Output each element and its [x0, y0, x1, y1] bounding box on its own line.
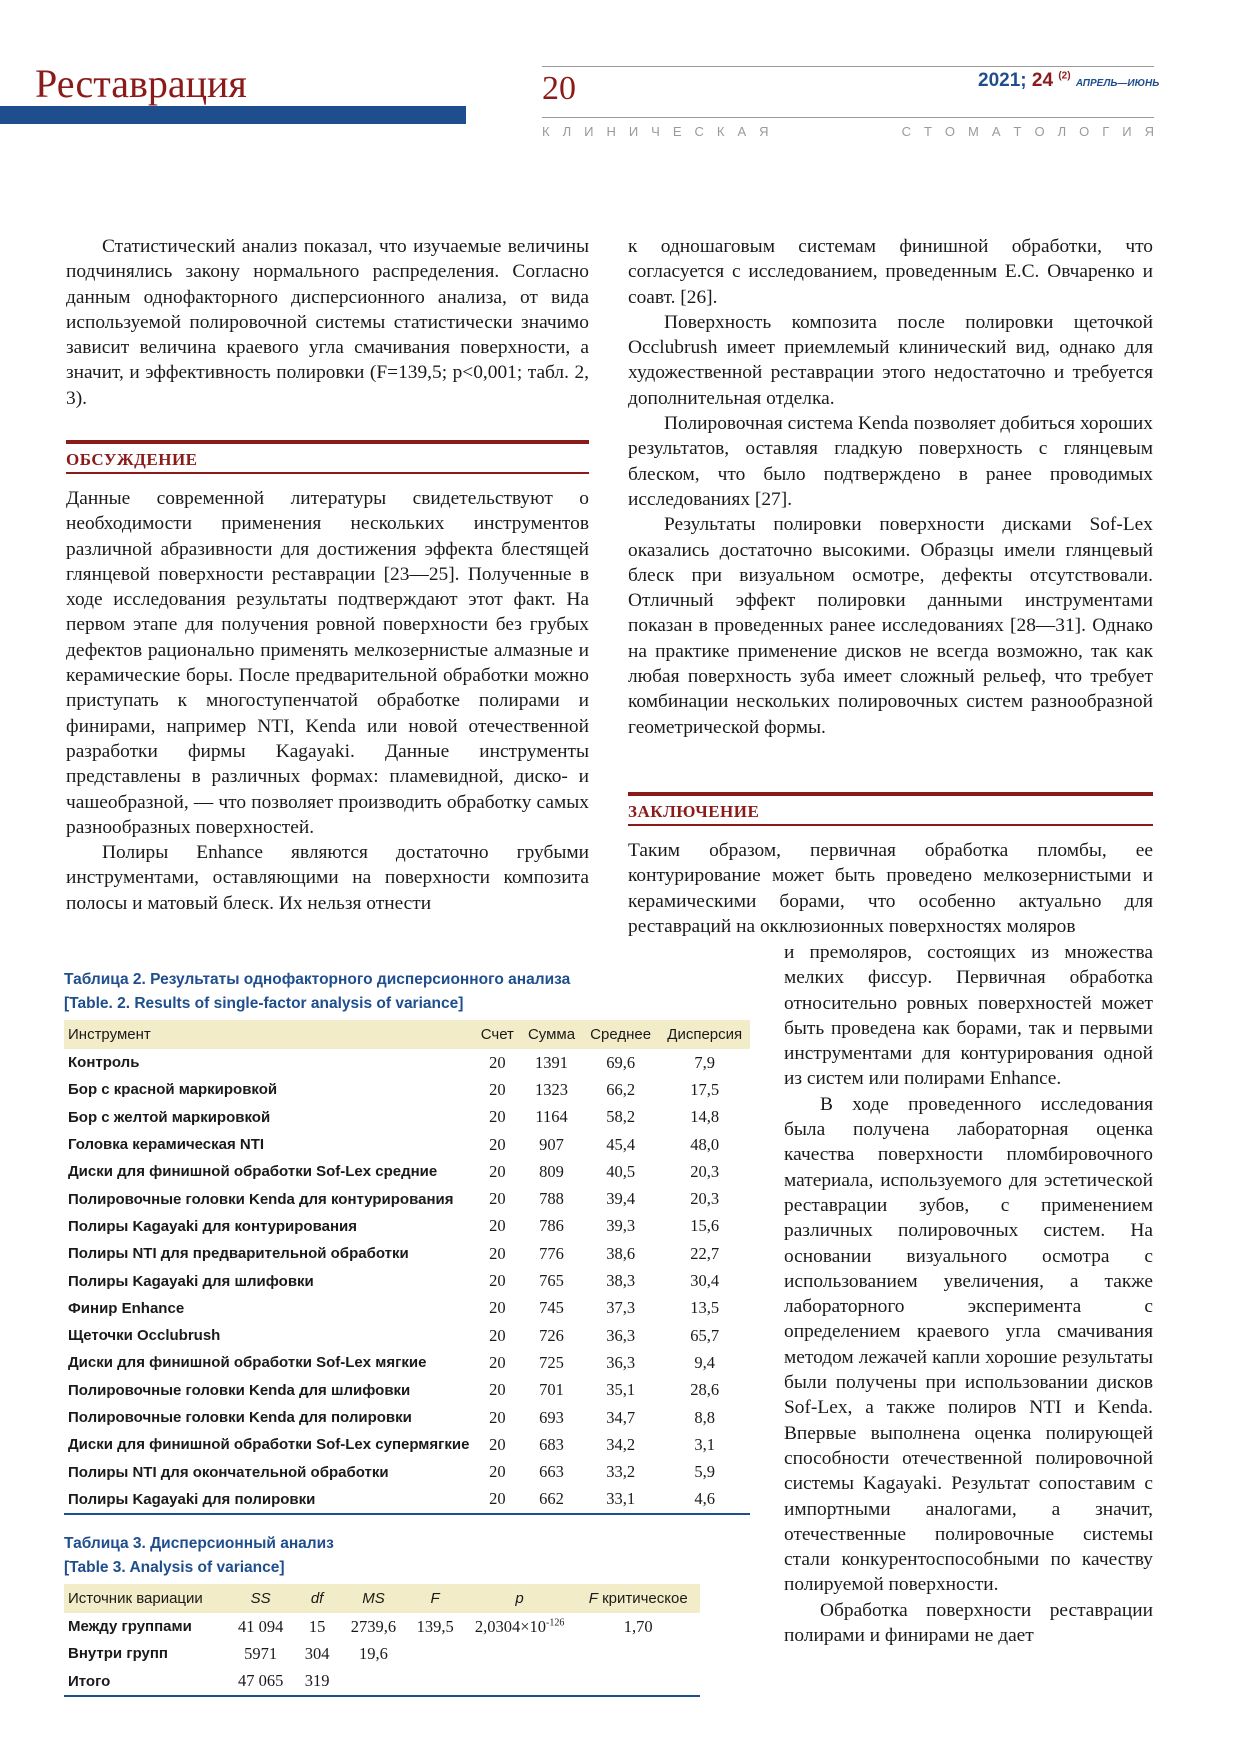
header-rule-top	[542, 66, 1154, 67]
table-cell-value: 20	[489, 1052, 506, 1072]
table-row	[64, 1267, 750, 1294]
paragraph: Обработка поверхности реставрации полирами и финирами не дает	[784, 1599, 1153, 1647]
paragraph: и премоляров, состоящих из множества мелких фиссур. Первичная обработка относительно ровных поверхностей может быть проведена как борами, так и первыми инструментами для контурирования одной из систем или полирами Enhance.	[784, 942, 1153, 1090]
table-cell-value: 66,2	[606, 1079, 636, 1099]
journal-word-2: С Т О М А Т О Л О Г И Я	[901, 124, 1154, 139]
table-header-row	[64, 1020, 750, 1049]
table-cell-value: 907	[539, 1134, 564, 1154]
paragraph: Полиры Enhance являются достаточно грубыми инструментами, оставляющими на поверхности композита полосы и матовый блеск. Их нельзя отнести	[66, 842, 589, 914]
table-cell-value: 40,5	[606, 1161, 636, 1181]
table-cell-value: 20	[489, 1298, 506, 1318]
table-cell-value: 20	[489, 1243, 506, 1263]
table-cell-name: Полиры Kagayaki для контурирования	[68, 1217, 357, 1235]
table-row	[64, 1158, 750, 1185]
table-cell-name: Полировочные головки Kenda для шлифовки	[68, 1381, 411, 1399]
table-3-grid	[64, 1584, 700, 1697]
table-cell-value: 4,6	[659, 1486, 750, 1514]
table-cell-value: 20	[489, 1380, 506, 1400]
table-cell-name: Полировочные головки Kenda для полировки	[68, 1409, 412, 1426]
table-cell-value: 726	[539, 1325, 564, 1345]
issue-number: (2)	[1058, 70, 1071, 82]
table-2-grid	[64, 1020, 750, 1515]
table-cell-value: 2739,6	[350, 1616, 397, 1636]
paragraph: Результаты полировки поверхности дисками Sof-Lex оказались достаточно высокими. Образцы имели глянцевый блеск при визуальном осмотре, дефекты отсутствовали. Отличный эффект полировки данными инструментами показан в проведенных ранее исследованиях [28—31]. Однако на практике применение дисков не всегда возможно, так как любая поверхность зуба имеет сложный рельеф, что требует комбинации нескольких полировочных систем разнообразной геометрической формы.	[628, 514, 1153, 738]
table-cell-value: 788	[539, 1189, 564, 1209]
col-header: p	[463, 1584, 577, 1613]
table-cell-value: 701	[539, 1380, 564, 1400]
issue-months: АПРЕЛЬ—ИЮНЬ	[1075, 78, 1160, 89]
table-cell-value: 38,6	[606, 1243, 636, 1263]
heading-text: ЗАКЛЮЧЕНИЕ	[628, 802, 760, 821]
table-cell-value: 693	[539, 1407, 564, 1427]
table-cell-value: 33,2	[606, 1462, 636, 1482]
table-row	[64, 1295, 750, 1322]
table-cell-name: Между группами	[68, 1618, 192, 1636]
table-cell-name: Полиры NTI для окончательной обработки	[68, 1463, 389, 1481]
table-cell-value: 1,70	[623, 1616, 653, 1636]
table-cell-value: 28,6	[690, 1380, 720, 1400]
table-cell-value: 45,4	[606, 1134, 636, 1154]
table-cell-value: 20	[489, 1352, 506, 1372]
table-cell-value: 47 065	[227, 1668, 295, 1696]
table-row	[64, 1640, 700, 1667]
table-cell-value: 1391	[535, 1052, 569, 1072]
table-cell-name: Полиры NTI для предварительной обработки	[68, 1245, 409, 1263]
paragraph: Статистический анализ показал, что изучаемые величины подчинялись закону нормального распределения. Согласно данным однофакторного дисперсионного анализа, от вида используемой полировочной системы статистически значимо зависит величина краевого угла смачивания поверхности, а значит, и эффективность полировки (F=139,5; p<0,001; табл. 2, 3).	[66, 236, 589, 409]
table-cell-value: 20,3	[690, 1189, 720, 1209]
table-cell-value	[408, 1640, 463, 1667]
table-cell-value: 683	[539, 1434, 564, 1454]
right-upper	[628, 234, 1153, 740]
table-cell-value: 765	[539, 1271, 564, 1291]
table-cell-name: Бор с красной маркировкой	[68, 1081, 278, 1099]
table-cell-value: 22,7	[690, 1243, 720, 1263]
table-cell-value: 19,6	[359, 1643, 388, 1663]
header-rule-bottom	[542, 117, 1154, 118]
table-cell-value: 20	[489, 1216, 506, 1236]
table-cell-value: 30,4	[690, 1271, 720, 1291]
table-cell-value: 809	[539, 1161, 564, 1181]
table-3	[64, 1532, 700, 1697]
table-row	[64, 1458, 750, 1485]
table-2-caption-ru: Таблица 2. Результаты однофакторного дисперсионного анализа	[64, 971, 571, 988]
issue-volume: 24	[1031, 70, 1054, 91]
col-header: df	[295, 1584, 340, 1613]
table-cell-value: 663	[539, 1462, 564, 1482]
table-row	[64, 1131, 750, 1158]
paragraph: Таким образом, первичная обработка пломбы, ее контурирование может быть проведено мелкозернистыми и керамическими борами, что особенно актуально для реставраций на окклюзионных поверхностях моляров	[628, 840, 1153, 937]
table-cell-name: Внутри групп	[68, 1645, 168, 1663]
paragraph: Полировочная система Kenda позволяет добиться хороших результатов, оставляя гладкую поверхность с глянцевым блеском, что было подтверждено в ранее проводимых исследованиях [27].	[628, 413, 1153, 510]
table-cell-name: Диски для финишной обработки Sof-Lex мягкие	[68, 1354, 427, 1372]
table-cell-value: 20	[489, 1325, 506, 1345]
table-cell-value: 41 094	[237, 1616, 284, 1636]
table-cell-value: 5971	[244, 1643, 278, 1663]
table-cell-value: 34,7	[606, 1407, 636, 1427]
table-cell-value: 3,1	[694, 1434, 716, 1454]
paragraph: Поверхность композита после полировки щеточкой Occlubrush имеет приемлемый клинический вид, однако для художественной реставрации этого недостаточно и требуется дополнительная отделка.	[628, 311, 1153, 409]
table-cell-name: Полиры Kagayaki для полировки	[64, 1486, 473, 1514]
discussion-heading	[66, 440, 589, 474]
table-cell-value: 20	[489, 1134, 506, 1154]
section-title: Реставрация	[35, 61, 247, 106]
paragraph: В ходе проведенного исследования была получена лабораторная оценка качества поверхности пломбировочного материала, используемого для эстетической реставрации зубов, с применением различных полировочных систем. На основании визуального осмотра с использованием увеличения, а также лабораторного эксперимента с определением краевого угла смачивания методом лежачей капли хорошие результаты были получены при использовании дисков Sof-Lex, а также полиров NTI и Kenda. Впервые выполнена оценка полирующей способности отечественной полировочной системы Kagayaki. Результат сопоставим с импортными аналогами, а значит, отечественные полировочные системы стали конкурентоспособными по качеству полируемой поверхности.	[784, 1093, 1153, 1596]
table-cell-name: Бор с желтой маркировкой	[68, 1108, 271, 1126]
table-cell-p	[463, 1613, 577, 1640]
table-cell-value: 1323	[535, 1079, 569, 1099]
col-header: Дисперсия	[659, 1020, 750, 1049]
table-cell-value: 36,3	[606, 1352, 636, 1372]
table-cell-value: 5,9	[694, 1462, 716, 1482]
table-cell-value: 786	[539, 1216, 564, 1236]
heading-rule-bottom	[628, 824, 1153, 826]
table-cell-value: 7,9	[694, 1052, 716, 1072]
page-number: 20	[542, 70, 576, 107]
table-cell-value: 20	[473, 1486, 521, 1514]
table-cell-value: 776	[539, 1243, 564, 1263]
table-cell-value: 20	[489, 1462, 506, 1482]
table-cell-name: Финир Enhance	[68, 1299, 185, 1317]
table-cell-name: Итого	[64, 1668, 227, 1696]
table-2	[64, 968, 750, 1515]
issue-year: 2021;	[978, 70, 1027, 91]
heading-rule-bottom	[66, 472, 589, 474]
table-cell-name: Головка керамическая NTI	[68, 1136, 265, 1154]
table-row	[64, 1404, 750, 1431]
table-cell-value: 14,8	[690, 1107, 720, 1127]
table-cell-value: 745	[539, 1298, 564, 1318]
left-discussion	[66, 486, 589, 916]
table-row	[64, 1668, 700, 1696]
table-row	[64, 1377, 750, 1404]
table-cell-value: 15,6	[690, 1216, 720, 1236]
table-cell-name: Щеточки Occlubrush	[68, 1327, 221, 1345]
table-cell-value: 662	[521, 1486, 582, 1514]
col-header: Сумма	[521, 1020, 582, 1049]
paragraph: Данные современной литературы свидетельствуют о необходимости применения нескольких инструментов различной абразивности для достижения эффекта блестящей глянцевой поверхности реставрации [23—25]. Полученные в ходе исследования результаты подтверждают этот факт. На первом этапе для получения ровной поверхности без грубых дефектов рационально применять мелкозернистые алмазные и керамические боры. После предварительной обработки можно приступать к многоступенчатой обработке полирами и финирами, например NTI, Kenda или новой отечественной разработки фирмы Kagayaki. Данные инструменты представлены в различных формах: пламевидной, диско- и чашеобразной, — что позволяет производить обработку самых разнообразных поверхностей.	[66, 488, 589, 838]
table-cell-value: 319	[295, 1668, 340, 1696]
table-header-row	[64, 1584, 700, 1613]
table-cell-name: Контроль	[68, 1054, 140, 1072]
table-cell-name: Полировочные головки Kenda для контурирования	[68, 1190, 454, 1208]
table-cell-value: 20	[489, 1271, 506, 1291]
table-row	[64, 1104, 750, 1131]
table-cell-value: 304	[304, 1643, 330, 1663]
table-cell-value	[339, 1668, 407, 1696]
table-cell-value: 17,5	[690, 1079, 720, 1099]
table-cell-value: 20	[489, 1079, 506, 1099]
p-value-exponent: -126	[546, 1617, 565, 1629]
section-bar	[0, 106, 466, 124]
table-row	[64, 1486, 750, 1514]
table-cell-value	[576, 1640, 700, 1667]
table-cell-p	[463, 1668, 577, 1696]
col-header: Счет	[473, 1020, 521, 1049]
table-cell-value: 13,5	[690, 1298, 720, 1318]
table-cell-value: 34,2	[606, 1434, 636, 1454]
table-cell-value: 9,4	[694, 1352, 716, 1372]
table-cell-p	[463, 1640, 577, 1667]
col-header: MS	[339, 1584, 407, 1613]
table-cell-value	[408, 1668, 463, 1696]
conclusion-narrow	[784, 940, 1153, 1648]
table-3-caption-ru: Таблица 3. Дисперсионный анализ	[64, 1535, 334, 1552]
table-cell-value: 139,5	[416, 1616, 454, 1636]
table-3-caption-en: [Table 3. Analysis of variance]	[64, 1559, 285, 1576]
table-row	[64, 1613, 700, 1640]
journal-issue	[978, 70, 1159, 92]
table-row	[64, 1185, 750, 1212]
table-cell-value: 36,3	[606, 1325, 636, 1345]
table-cell-value: 8,8	[694, 1407, 716, 1427]
table-cell-value: 15	[308, 1616, 326, 1636]
heading-text: ОБСУЖДЕНИЕ	[66, 450, 198, 469]
col-header: F критическое	[576, 1584, 700, 1613]
table-cell-value: 37,3	[606, 1298, 636, 1318]
table-cell-value: 33,1	[582, 1486, 660, 1514]
table-cell-value: 725	[539, 1352, 564, 1372]
table-row	[64, 1322, 750, 1349]
table-cell-value: 69,6	[606, 1052, 636, 1072]
table-cell-value: 20,3	[690, 1161, 720, 1181]
table-cell-name: Полиры Kagayaki для шлифовки	[68, 1272, 314, 1290]
col-header: F	[408, 1584, 463, 1613]
paragraph: к одношаговым системам финишной обработки, что согласуется с исследованием, проведенным Е.С. Овчаренко и соавт. [26].	[628, 236, 1153, 308]
col-header: Источник вариации	[64, 1584, 227, 1613]
conclusion-start	[628, 838, 1153, 939]
table-cell-value: 65,7	[690, 1325, 720, 1345]
p-value-base: 2,0304×10	[474, 1616, 547, 1636]
table-cell-value: 39,3	[606, 1216, 636, 1236]
journal-name	[542, 124, 1154, 139]
table-row	[64, 1349, 750, 1376]
left-intro	[66, 234, 589, 411]
table-cell-value: 38,3	[606, 1271, 636, 1291]
table-row	[64, 1076, 750, 1103]
table-cell-name: Диски для финишной обработки Sof-Lex средние	[68, 1163, 438, 1181]
table-cell-value: 48,0	[690, 1134, 720, 1154]
table-row	[64, 1431, 750, 1458]
table-cell-value: 35,1	[606, 1380, 636, 1400]
conclusion-heading	[628, 792, 1153, 826]
col-header: Среднее	[582, 1020, 660, 1049]
table-row	[64, 1213, 750, 1240]
col-header: Инструмент	[64, 1020, 473, 1049]
table-cell-value: 20	[489, 1407, 506, 1427]
table-cell-value: 58,2	[606, 1107, 636, 1127]
table-row	[64, 1240, 750, 1267]
col-header: SS	[227, 1584, 295, 1613]
table-cell-value: 20	[489, 1161, 506, 1181]
table-cell-value: 20	[489, 1189, 506, 1209]
table-cell-value: 20	[489, 1434, 506, 1454]
journal-word-1: К Л И Н И Ч Е С К А Я	[542, 124, 769, 139]
table-row	[64, 1049, 750, 1076]
table-cell-name: Диски для финишной обработки Sof-Lex супермягкие	[68, 1436, 470, 1454]
table-2-caption-en: [Table. 2. Results of single-factor analysis of variance]	[64, 995, 464, 1012]
table-cell-value	[576, 1668, 700, 1696]
table-cell-value: 1164	[535, 1107, 568, 1127]
table-cell-value: 20	[489, 1107, 506, 1127]
table-cell-value: 39,4	[606, 1189, 636, 1209]
